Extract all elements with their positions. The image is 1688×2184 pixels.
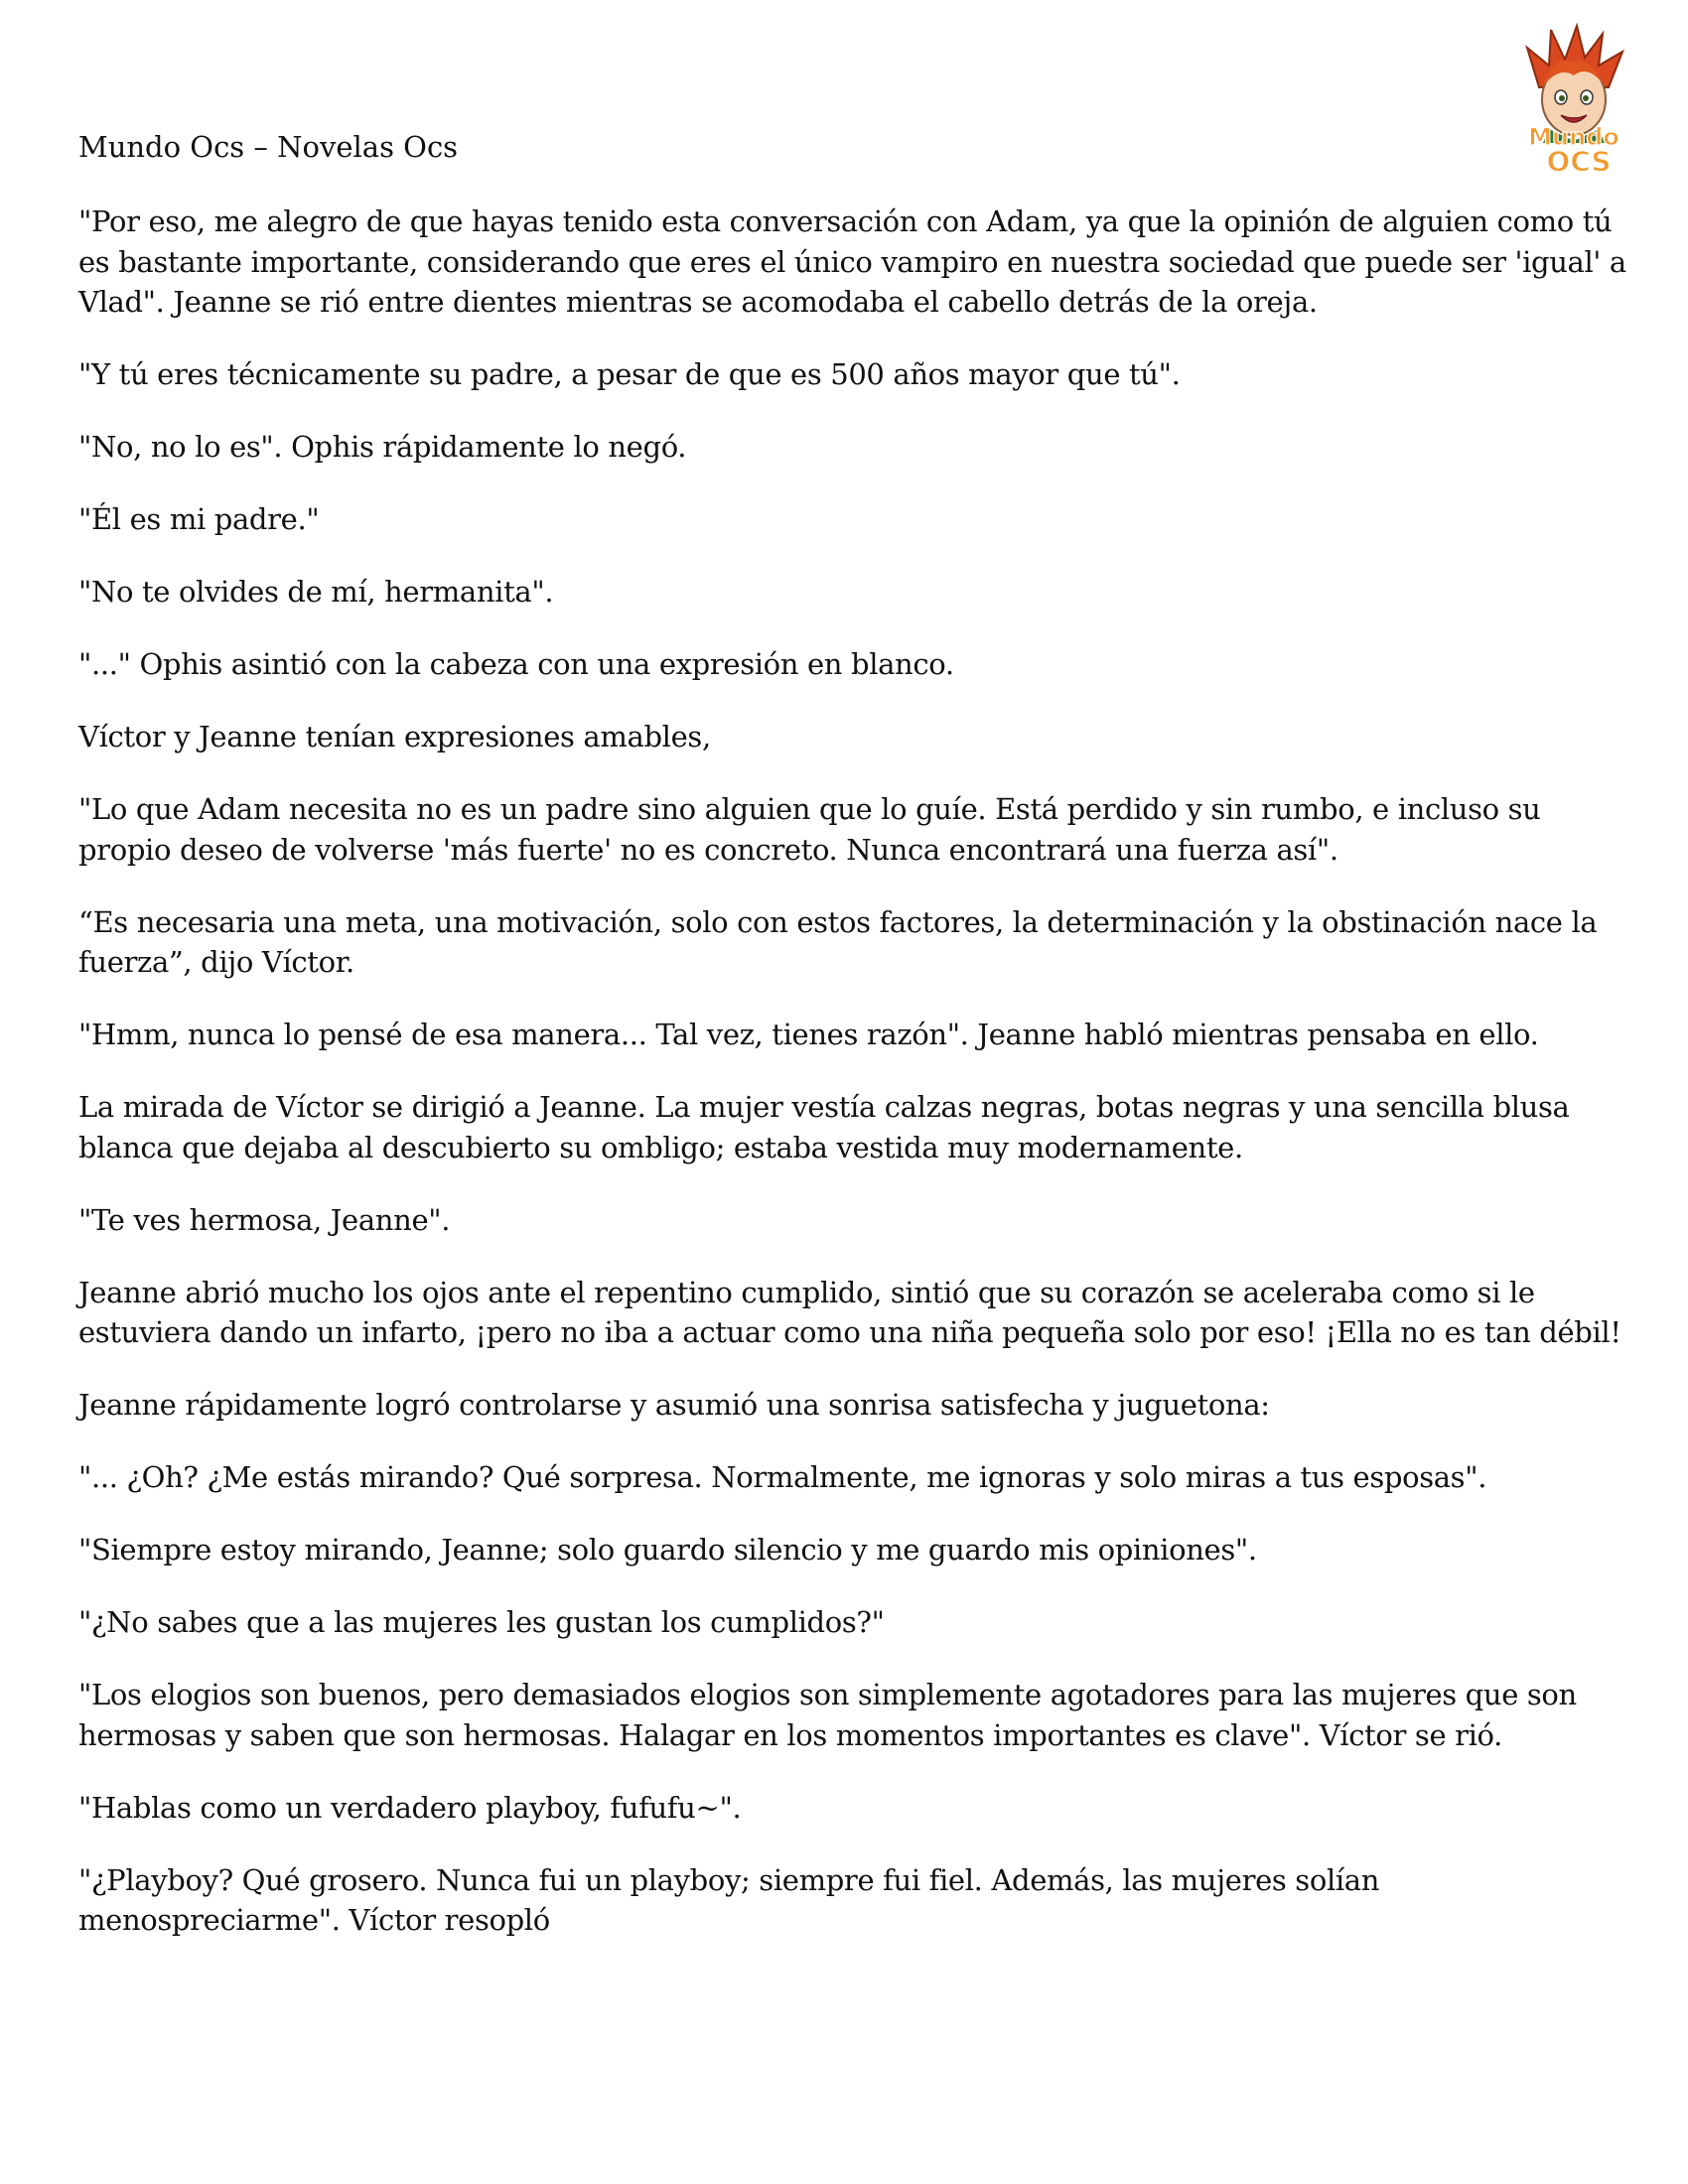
paragraph: "Y tú eres técnicamente su padre, a pesar de que es 500 años mayor que tú". [78, 357, 1181, 391]
paragraph: "Te ves hermosa, Jeanne". [78, 1202, 451, 1237]
paragraph: Víctor y Jeanne tenían expresiones amables, [78, 720, 711, 753]
paragraph: "No te olvides de mí, hermanita". [78, 575, 554, 609]
paragraph: "Hmm, nunca lo pensé de esa manera... Tal vez, tienes razón". Jeanne habló mientras pensaba en ello. [78, 1018, 1539, 1051]
paragraph: Jeanne abrió mucho los ojos ante el repentino cumplido, sintió que su corazón se aceleraba como si le estuviera dando un infarto, ¡pero no iba a actuar como una niña pequeña solo por eso! ¡Ella no es tan débil! [78, 1275, 1621, 1349]
paragraph: "¿Playboy? Qué grosero. Nunca fui un playboy; siempre fui fiel. Además, las mujeres solían menospreciarme". Víctor resopló [78, 1862, 1380, 1937]
paragraph: "No, no lo es". Ophis rápidamente lo negó. [78, 430, 687, 464]
paragraph: "Él es mi padre." [78, 502, 320, 536]
paragraph: "... ¿Oh? ¿Me estás mirando? Qué sorpresa. Normalmente, me ignoras y solo miras a tus esposas". [78, 1460, 1487, 1494]
paragraph: "¿No sabes que a las mujeres les gustan los cumplidos?" [78, 1605, 885, 1639]
svg-text:Mundo: Mundo [1528, 123, 1619, 151]
page-header-title: Mundo Ocs – Novelas Ocs [78, 130, 459, 164]
paragraph: Jeanne rápidamente logró controlarse y asumió una sonrisa satisfecha y juguetona: [78, 1388, 1270, 1422]
paragraph: "..." Ophis asintió con la cabeza con una expresión en blanco. [78, 647, 954, 681]
svg-text:OCS: OCS [1546, 145, 1612, 177]
paragraph: "Siempre estoy mirando, Jeanne; solo guardo silencio y me guardo mis opiniones". [78, 1533, 1257, 1567]
paragraph: "Por eso, me alegro de que hayas tenido esta conversación con Adam, ya que la opinión de alguien como tú es bastante importante, considerando que eres el único vampiro en nuestra sociedad que puede ser 'igual' a Vlad". Jeanne se rió entre dientes mientras se acomodaba el cabello detrás de la oreja. [78, 205, 1626, 319]
mundo-ocs-logo [1499, 18, 1648, 177]
paragraph: "Lo que Adam necesita no es un padre sino alguien que lo guíe. Está perdido y sin rumbo, e incluso su propio deseo de volverse 'más fuerte' no es concreto. Nunca encontrará una fuerza así". [78, 792, 1541, 867]
document-body [78, 202, 1627, 1973]
paragraph: "Los elogios son buenos, pero demasiados elogios son simplemente agotadores para las mujeres que son hermosas y saben que son hermosas. Halagar en los momentos importantes es clave". Víctor se rió. [78, 1678, 1577, 1752]
paragraph: "Hablas como un verdadero playboy, fufufu~". [78, 1790, 742, 1825]
logo-character-icon [1499, 18, 1648, 177]
paragraph: La mirada de Víctor se dirigió a Jeanne. La mujer vestía calzas negras, botas negras y una sencilla blusa blanca que dejaba al descubierto su ombligo; estaba vestida muy modernamente. [78, 1090, 1570, 1164]
paragraph: “Es necesaria una meta, una motivación, solo con estos factores, la determinación y la obstinación nace la fuerza”, dijo Víctor. [78, 904, 1598, 979]
